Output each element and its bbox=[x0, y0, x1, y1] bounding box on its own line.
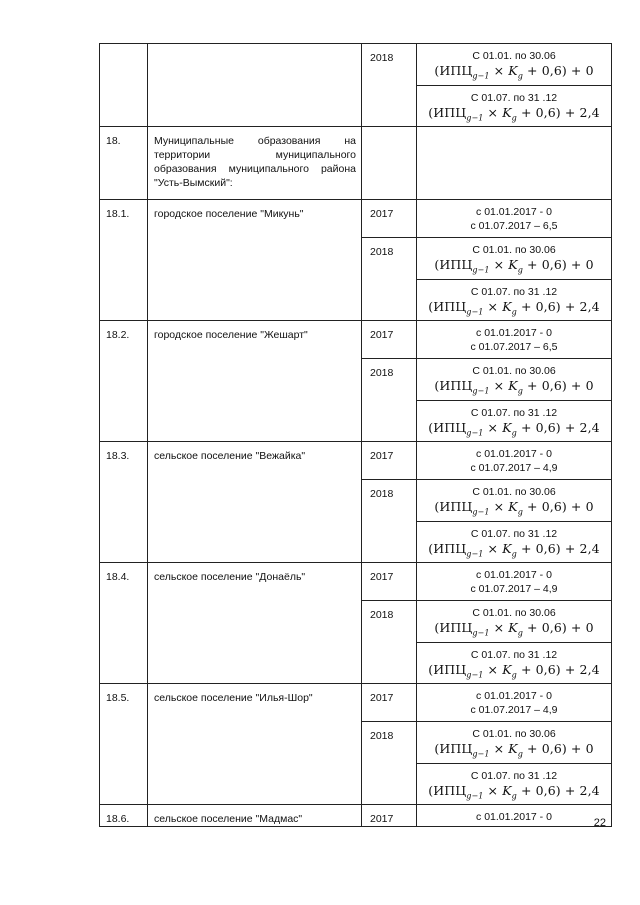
value-cell bbox=[417, 279, 612, 321]
year-cell: 2018 bbox=[362, 480, 417, 563]
value-cell bbox=[417, 321, 612, 359]
formula-subscript: g−1 bbox=[472, 71, 490, 81]
row-number: 18.3. bbox=[100, 442, 148, 563]
formula-constant: + 0,6) bbox=[516, 298, 561, 314]
formula-suffix: + 0 bbox=[566, 741, 594, 756]
municipality-name: городское поселение "Жешарт" bbox=[148, 321, 362, 442]
value-line: с 01.01.2017 - 0 bbox=[476, 811, 552, 823]
formula-suffix: + 2,4 bbox=[560, 782, 600, 798]
formula-constant: + 0,6) bbox=[516, 782, 561, 798]
period-label: С 01.01. по 30.06 bbox=[472, 728, 556, 740]
municipality-name: сельское поселение "Донаёль" bbox=[148, 563, 362, 684]
price-index-formula bbox=[417, 741, 611, 763]
row-number bbox=[100, 44, 148, 127]
formula-constant: + 0,6) bbox=[522, 378, 567, 393]
value-line: с 01.01.2017 - 0 bbox=[476, 690, 552, 702]
price-index-formula bbox=[417, 783, 611, 805]
formula-times: × bbox=[483, 298, 503, 314]
price-index-formula bbox=[417, 620, 611, 642]
table-row bbox=[100, 321, 612, 359]
value-line: с 01.07.2017 – 4,9 bbox=[470, 704, 558, 716]
price-index-formula bbox=[417, 63, 611, 85]
value-cell bbox=[417, 85, 612, 127]
formula-times: × bbox=[483, 104, 503, 120]
period-label: С 01.07. по 31 .12 bbox=[470, 91, 558, 104]
formula-suffix: + 2,4 bbox=[560, 298, 600, 314]
price-index-formula bbox=[417, 299, 611, 321]
formula-subscript: g bbox=[511, 307, 517, 316]
formula-open: (ИПЦ bbox=[434, 620, 473, 635]
formula-coefficient: K bbox=[502, 661, 512, 677]
formula-times: × bbox=[489, 499, 509, 514]
formula-open: (ИПЦ bbox=[428, 419, 467, 435]
formula-times: × bbox=[489, 620, 509, 635]
formula-coefficient: K bbox=[508, 63, 518, 78]
value-line: с 01.07.2017 – 4,9 bbox=[470, 583, 558, 595]
price-index-formula bbox=[417, 257, 611, 279]
row-number: 18. bbox=[100, 127, 148, 200]
formula-times: × bbox=[489, 257, 509, 272]
value-line: с 01.07.2017 – 6,5 bbox=[470, 341, 558, 353]
period-label: С 01.01. по 30.06 bbox=[472, 486, 556, 498]
formula-constant: + 0,6) bbox=[522, 620, 567, 635]
formula-subscript: g−1 bbox=[466, 670, 484, 679]
formula-subscript: g bbox=[511, 791, 517, 800]
formula-open: (ИПЦ bbox=[428, 540, 467, 556]
formula-times: × bbox=[489, 741, 509, 756]
year-cell: 2017 bbox=[362, 200, 417, 238]
year-cell: 2017 bbox=[362, 563, 417, 601]
formula-subscript: g−1 bbox=[472, 507, 490, 517]
year-cell: 2017 bbox=[362, 805, 417, 827]
formula-coefficient: K bbox=[502, 419, 512, 435]
formula-coefficient: K bbox=[508, 741, 518, 756]
year-cell: 2018 bbox=[362, 238, 417, 321]
municipality-name: сельское поселение "Вежайка" bbox=[148, 442, 362, 563]
row-number: 18.6. bbox=[100, 805, 148, 827]
period-label: С 01.01. по 30.06 bbox=[472, 50, 556, 62]
formula-suffix: + 0 bbox=[566, 499, 594, 514]
formula-open: (ИПЦ bbox=[434, 63, 473, 78]
municipality-name: Муниципальные образования на территории муниципального образования муниципального района "Усть-Вымский": bbox=[148, 127, 362, 200]
value-line: с 01.01.2017 - 0 bbox=[476, 569, 552, 581]
value-cell bbox=[417, 805, 612, 827]
formula-constant: + 0,6) bbox=[522, 257, 567, 272]
period-label: С 01.01. по 30.06 bbox=[472, 607, 556, 619]
formula-subscript: g bbox=[517, 386, 523, 396]
formula-constant: + 0,6) bbox=[516, 104, 561, 120]
formula-open: (ИПЦ bbox=[434, 499, 473, 514]
value-cell bbox=[417, 127, 612, 200]
value-cell bbox=[417, 563, 612, 601]
formula-open: (ИПЦ bbox=[434, 741, 473, 756]
period-label: С 01.07. по 31 .12 bbox=[470, 406, 558, 419]
formula-subscript: g bbox=[511, 670, 517, 679]
value-cell bbox=[417, 200, 612, 238]
formula-coefficient: K bbox=[508, 257, 518, 272]
formula-coefficient: K bbox=[502, 540, 512, 556]
table-body bbox=[100, 44, 612, 827]
year-cell: 2017 bbox=[362, 321, 417, 359]
formula-coefficient: K bbox=[502, 104, 512, 120]
value-line: с 01.07.2017 – 4,9 bbox=[470, 462, 558, 474]
formula-suffix: + 0 bbox=[566, 378, 594, 393]
value-line: с 01.01.2017 - 0 bbox=[476, 327, 552, 339]
tariff-table bbox=[99, 43, 612, 827]
formula-subscript: g−1 bbox=[472, 628, 490, 638]
formula-constant: + 0,6) bbox=[516, 540, 561, 556]
value-cell bbox=[417, 359, 612, 401]
table-row bbox=[100, 200, 612, 238]
period-label: С 01.07. по 31 .12 bbox=[470, 527, 558, 540]
value-cell bbox=[417, 44, 612, 86]
period-label: С 01.07. по 31 .12 bbox=[470, 648, 558, 661]
formula-open: (ИПЦ bbox=[434, 257, 473, 272]
value-cell bbox=[417, 442, 612, 480]
formula-times: × bbox=[489, 63, 509, 78]
value-cell bbox=[417, 480, 612, 522]
formula-subscript: g−1 bbox=[472, 749, 490, 759]
formula-coefficient: K bbox=[508, 378, 518, 393]
value-cell bbox=[417, 684, 612, 722]
formula-subscript: g bbox=[517, 628, 523, 638]
row-number: 18.4. bbox=[100, 563, 148, 684]
formula-subscript: g−1 bbox=[466, 791, 484, 800]
formula-subscript: g bbox=[517, 71, 523, 81]
period-label: С 01.01. по 30.06 bbox=[472, 244, 556, 256]
value-cell bbox=[417, 642, 612, 684]
formula-subscript: g−1 bbox=[472, 265, 490, 275]
value-cell bbox=[417, 601, 612, 643]
value-line: с 01.01.2017 - 0 bbox=[476, 448, 552, 460]
formula-subscript: g−1 bbox=[472, 386, 490, 396]
price-index-formula bbox=[417, 105, 611, 127]
municipality-name bbox=[148, 44, 362, 127]
formula-subscript: g bbox=[511, 549, 517, 558]
value-cell bbox=[417, 238, 612, 280]
value-cell bbox=[417, 763, 612, 805]
price-index-formula bbox=[417, 499, 611, 521]
formula-open: (ИПЦ bbox=[428, 104, 467, 120]
formula-coefficient: K bbox=[508, 620, 518, 635]
formula-suffix: + 0 bbox=[566, 257, 594, 272]
price-index-formula bbox=[417, 378, 611, 400]
value-cell bbox=[417, 722, 612, 764]
formula-open: (ИПЦ bbox=[428, 661, 467, 677]
formula-subscript: g−1 bbox=[466, 428, 484, 437]
price-index-formula bbox=[417, 662, 611, 684]
year-cell: 2018 bbox=[362, 359, 417, 442]
formula-times: × bbox=[483, 661, 503, 677]
period-label: С 01.01. по 30.06 bbox=[472, 365, 556, 377]
page-number: 22 bbox=[593, 817, 606, 829]
row-number: 18.1. bbox=[100, 200, 148, 321]
formula-subscript: g−1 bbox=[466, 113, 484, 122]
formula-constant: + 0,6) bbox=[516, 661, 561, 677]
value-line: с 01.01.2017 - 0 bbox=[476, 206, 552, 218]
row-number: 18.5. bbox=[100, 684, 148, 805]
table-row bbox=[100, 44, 612, 86]
formula-times: × bbox=[489, 378, 509, 393]
formula-subscript: g−1 bbox=[466, 549, 484, 558]
formula-constant: + 0,6) bbox=[522, 499, 567, 514]
table-row bbox=[100, 805, 612, 827]
formula-suffix: + 2,4 bbox=[560, 661, 600, 677]
formula-suffix: + 0 bbox=[566, 620, 594, 635]
formula-subscript: g bbox=[517, 265, 523, 275]
year-cell: 2018 bbox=[362, 44, 417, 127]
year-cell: 2017 bbox=[362, 684, 417, 722]
year-cell: 2017 bbox=[362, 442, 417, 480]
formula-subscript: g−1 bbox=[466, 307, 484, 316]
formula-open: (ИПЦ bbox=[428, 298, 467, 314]
formula-subscript: g bbox=[511, 428, 517, 437]
price-index-formula bbox=[417, 541, 611, 563]
formula-times: × bbox=[483, 782, 503, 798]
formula-suffix: + 2,4 bbox=[560, 419, 600, 435]
formula-constant: + 0,6) bbox=[522, 63, 567, 78]
table-row bbox=[100, 442, 612, 480]
formula-subscript: g bbox=[517, 507, 523, 517]
value-line: с 01.07.2017 – 6,5 bbox=[470, 220, 558, 232]
formula-subscript: g bbox=[517, 749, 523, 759]
formula-suffix: + 0 bbox=[566, 63, 594, 78]
table-row bbox=[100, 684, 612, 722]
formula-constant: + 0,6) bbox=[522, 741, 567, 756]
value-cell bbox=[417, 521, 612, 563]
municipality-name: городское поселение "Микунь" bbox=[148, 200, 362, 321]
formula-coefficient: K bbox=[502, 298, 512, 314]
value-cell bbox=[417, 400, 612, 442]
period-label: С 01.07. по 31 .12 bbox=[470, 769, 558, 782]
formula-suffix: + 2,4 bbox=[560, 540, 600, 556]
formula-suffix: + 2,4 bbox=[560, 104, 600, 120]
formula-times: × bbox=[483, 419, 503, 435]
formula-subscript: g bbox=[511, 113, 517, 122]
period-label: С 01.07. по 31 .12 bbox=[470, 285, 558, 298]
formula-open: (ИПЦ bbox=[434, 378, 473, 393]
year-cell: 2018 bbox=[362, 601, 417, 684]
year-cell bbox=[362, 127, 417, 200]
formula-open: (ИПЦ bbox=[428, 782, 467, 798]
formula-constant: + 0,6) bbox=[516, 419, 561, 435]
municipality-name: сельское поселение "Илья-Шор" bbox=[148, 684, 362, 805]
year-cell: 2018 bbox=[362, 722, 417, 805]
formula-coefficient: K bbox=[502, 782, 512, 798]
municipality-name: сельское поселение "Мадмас" bbox=[148, 805, 362, 827]
formula-times: × bbox=[483, 540, 503, 556]
table-row bbox=[100, 127, 612, 200]
row-number: 18.2. bbox=[100, 321, 148, 442]
table-row bbox=[100, 563, 612, 601]
price-index-formula bbox=[417, 420, 611, 442]
formula-coefficient: K bbox=[508, 499, 518, 514]
